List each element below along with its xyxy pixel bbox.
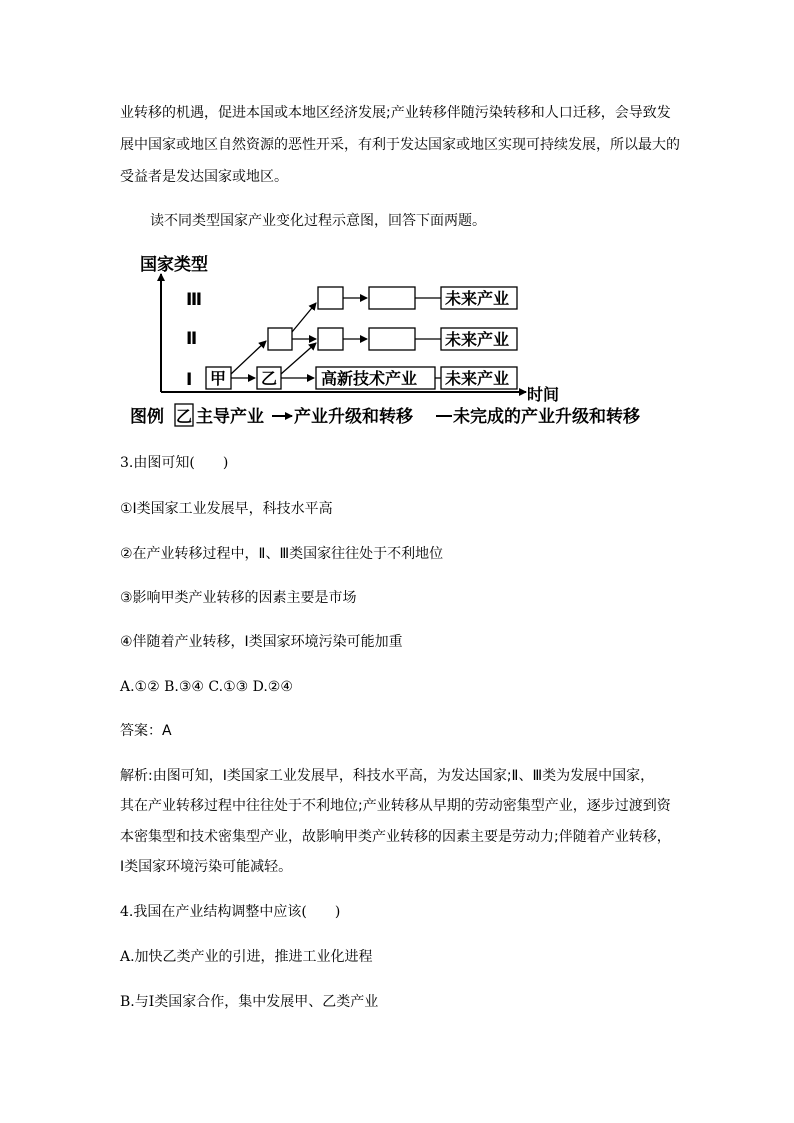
q3-option-3: ③影响甲类产业转移的因素主要是市场 xyxy=(120,590,357,606)
industry-box-r2-3 xyxy=(369,328,415,350)
box-yi-label: 乙 xyxy=(261,369,278,388)
q3-analysis-line-2: 其在产业转移过程中往往处于不利地位;产业转移从早期的劳动密集型产业，逐步过渡到资 xyxy=(120,798,671,814)
q3-option-2: ②在产业转移过程中，Ⅱ、Ⅲ类国家往往处于不利地位 xyxy=(120,546,444,562)
q3-option-1: ①Ⅰ类国家工业发展早，科技水平高 xyxy=(120,501,333,517)
row-label-2: Ⅱ xyxy=(186,329,198,349)
legend-item-transfer: 产业升级和转移 xyxy=(294,407,413,427)
intro-line-1: 业转移的机遇，促进本国或本地区经济发展;产业转移伴随污染转移和人口迁移，会导致发 xyxy=(120,105,671,121)
industry-box-r3-2 xyxy=(369,287,415,309)
industry-box-r2-1 xyxy=(268,328,292,350)
y-axis-label: 国家类型 xyxy=(140,255,208,275)
industry-box-r3-1 xyxy=(318,287,343,309)
future-industry-label-r3: 未来产业 xyxy=(445,289,510,308)
intro-line-3: 受益者是发达国家或地区。 xyxy=(120,169,288,185)
legend-item-incomplete: 未完成的产业升级和转移 xyxy=(453,407,640,427)
q3-analysis-line-1: 解析:由图可知，Ⅰ类国家工业发展早，科技水平高，为发达国家;Ⅱ、Ⅲ类为发展中国家， xyxy=(120,768,655,784)
intro-line-2: 展中国家或地区自然资源的恶性开采，有利于发达国家或地区实现可持续发展，所以最大的 xyxy=(120,137,680,153)
q3-stem: 3.由图可知( ) xyxy=(120,455,229,471)
box-jia-label: 甲 xyxy=(210,369,227,388)
arrow-r2-r3 xyxy=(292,303,316,332)
q4-option-b: B.与Ⅰ类国家合作，集中发展甲、乙类产业 xyxy=(120,994,379,1010)
row-label-3: Ⅲ xyxy=(186,290,203,310)
q3-analysis-line-3: 本密集型和技术密集型产业，故影响甲类产业转移的因素主要是劳动力;伴随着产业转移， xyxy=(120,829,671,845)
future-industry-label-r1: 未来产业 xyxy=(445,369,510,388)
q3-option-4: ④伴随着产业转移，Ⅰ类国家环境污染可能加重 xyxy=(120,634,403,650)
q3-choices: A.①② B.③④ C.①③ D.②④ xyxy=(120,679,293,695)
legend-box-label: 乙 xyxy=(176,407,193,426)
q4-option-a: A.加快乙类产业的引进，推进工业化进程 xyxy=(120,949,373,965)
q4-stem: 4.我国在产业结构调整中应该( ) xyxy=(120,904,341,920)
q3-analysis-line-4: Ⅰ类国家环境污染可能减轻。 xyxy=(120,859,293,875)
row-label-1: Ⅰ xyxy=(186,370,193,390)
q3-answer: 答案：A xyxy=(120,723,172,739)
hightech-industry-label: 高新技术产业 xyxy=(321,369,418,388)
industry-transfer-diagram xyxy=(120,248,680,430)
industry-box-r2-2 xyxy=(318,328,343,350)
legend-prefix: 图例 xyxy=(130,407,164,427)
question-prompt: 读不同类型国家产业变化过程示意图，回答下面两题。 xyxy=(150,213,486,229)
future-industry-label-r2: 未来产业 xyxy=(445,330,510,349)
legend-item-dominant: 主导产业 xyxy=(196,407,264,427)
x-axis-label: 时间 xyxy=(527,385,560,404)
